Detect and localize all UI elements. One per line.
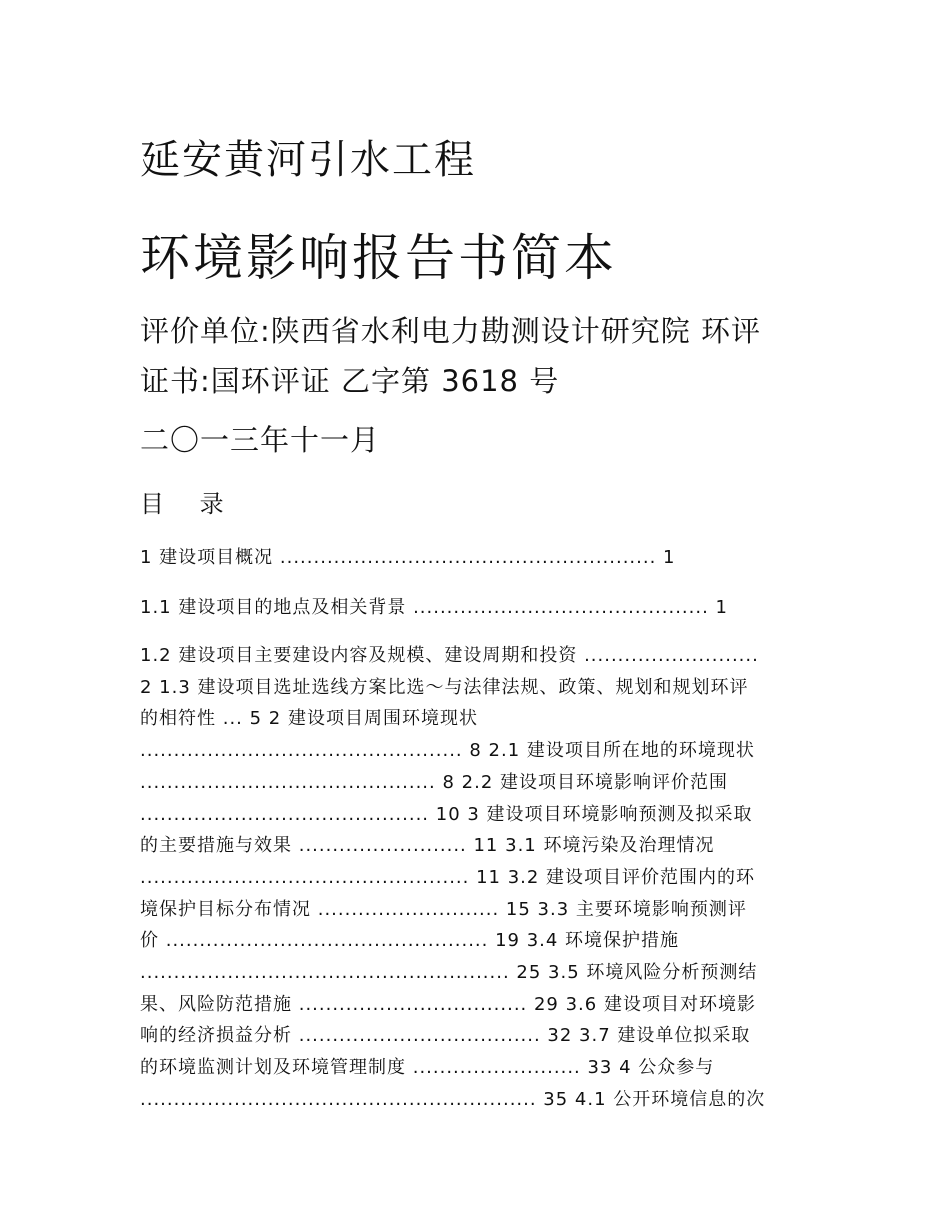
toc-heading: 目 录 [140, 490, 238, 518]
toc-para-line: 2 1.3 建设项目选址选线方案比选～与法律法规、政策、规划和规划环评 [140, 676, 749, 698]
toc-para-line: 果、风险防范措施 .................................. 29 3.6 建设项目对环境影 [140, 993, 756, 1015]
toc-paragraph [140, 640, 808, 1116]
report-title: 环境影响报告书简本 [140, 229, 617, 287]
certificate-line: 证书:国环评证 乙字第 3618 号 [140, 364, 560, 398]
toc-para-line: 境保护目标分布情况 ........................... 15 3.3 主要环境影响预测评 [140, 898, 747, 920]
report-date: 二〇一三年十一月 [140, 423, 381, 457]
toc-entry: 1.1 建设项目的地点及相关背景 ............................................ 1 [140, 597, 728, 618]
toc-para-line: ........................................................... 35 4.1 公开环境信息的次 [140, 1088, 766, 1110]
toc-para-line: ....................................................... 25 3.5 环境风险分析预测结 [140, 962, 758, 984]
toc-para-line: ............................................ 8 2.2 建设项目环境影响评价范围 [140, 771, 728, 793]
toc-para-line: ................................................ 8 2.1 建设项目所在地的环境现状 [140, 740, 755, 762]
toc-para-line: ........................................... 10 3 建设项目环境影响预测及拟采取 [140, 803, 753, 825]
evaluation-unit [140, 306, 820, 406]
toc-para-line: 的主要措施与效果 ......................... 11 3.1 环境污染及治理情况 [140, 835, 715, 857]
toc-para-line: ................................................. 11 3.2 建设项目评价范围内的环 [140, 866, 756, 888]
toc-entry: 1 建设项目概况 ........................................................ 1 [140, 547, 676, 568]
toc-para-line: 的相符性 ... 5 2 建设项目周围环境现状 [140, 708, 478, 730]
toc-para-line: 价 ................................................ 19 3.4 环境保护措施 [140, 930, 680, 952]
toc-para-line: 响的经济损益分析 .................................... 32 3.7 建设单位拟采取 [140, 1025, 751, 1047]
toc-para-line: 的环境监测计划及环境管理制度 ......................... 33 4 公众参与 [140, 1057, 715, 1079]
toc-para-line: 1.2 建设项目主要建设内容及规模、建设周期和投资 .......................... [140, 645, 759, 666]
project-title: 延安黄河引水工程 [140, 137, 476, 183]
evaluation-unit-line: 评价单位:陕西省水利电力勘测设计研究院 环评 [140, 314, 761, 348]
